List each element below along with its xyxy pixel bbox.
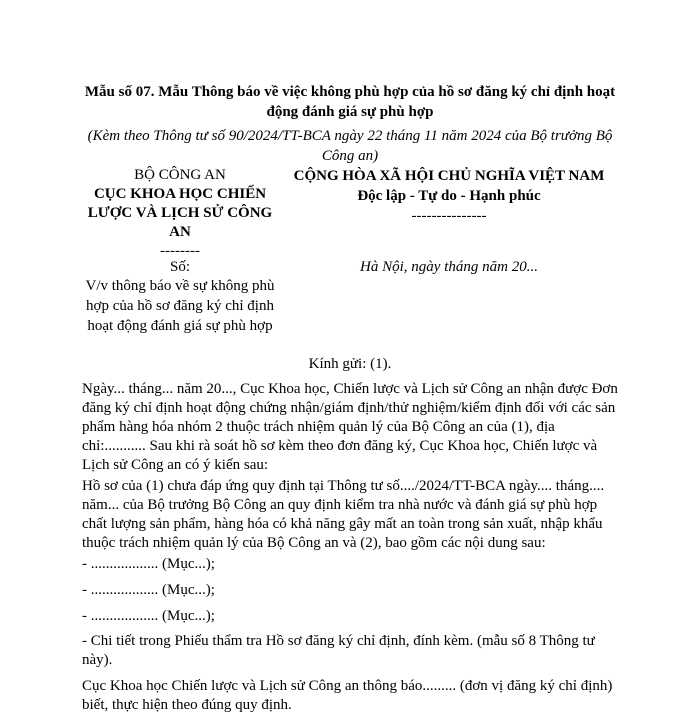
ministry-name: BỘ CÔNG AN	[134, 167, 226, 183]
recipient-line: Kính gửi: (1).	[308, 356, 392, 372]
right-divider: ---------------	[411, 208, 487, 224]
body-paragraph-2: Hồ sơ của (1) chưa đáp ứng quy định tại Thông tư số..../2024/TT-BCA ngày.... tháng.... năm... của Bộ trưởng Bộ Công an quy định kiểm tra nhà nước và đánh giá sự phù hợp chất lượng sản phẩm, hàng hóa có khả năng gây mất an toàn trong sản xuất, nhập khẩu thuộc trách nhiệm quản lý của Bộ Công an và (2), bao gồm các nội dung sau:	[82, 478, 605, 551]
subject-line: V/v thông báo về sự không phù hợp của hồ sơ đăng ký chỉ định hoạt động đánh giá sự phù hợp	[85, 278, 275, 334]
body-paragraph-4: Cục Khoa học Chiến lược và Lịch sử Công an thông báo......... (đơn vị đăng ký chỉ định) biết, thực hiện theo đúng quy định.	[82, 678, 613, 713]
body-paragraph-1: Ngày... tháng... năm 20..., Cục Khoa học, Chiến lược và Lịch sử Công an nhận được Đơn đăng ký chỉ định hoạt động chứng nhận/giám định/thử nghiệm/kiểm định đối với các sản phẩm hàng hóa nhóm 2 thuộc trách nhiệm quản lý của Bộ Công an của (1), địa chỉ:........... Sau khi rà soát hồ sơ kèm theo đơn đăng ký, Cục Khoa học, Chiến lược và Lịch sử Công an có ý kiến sau:	[82, 381, 618, 473]
document-title: Mẫu số 07. Mẫu Thông báo về việc không phù hợp của hồ sơ đăng ký chỉ định hoạt động đánh giá sự phù hợp	[84, 84, 616, 120]
department-name: CỤC KHOA HỌC CHIẾN LƯỢC VÀ LỊCH SỬ CÔNG AN	[87, 186, 273, 240]
left-divider: --------	[160, 243, 200, 259]
national-header-block	[284, 166, 614, 226]
date-line: Hà Nội, ngày tháng năm 20...	[360, 259, 538, 275]
issuing-agency-block	[79, 166, 281, 261]
document-subtitle: (Kèm theo Thông tư số 90/2024/TT-BCA ngày 22 tháng 11 năm 2024 của Bộ trưởng Bộ Công an)	[87, 128, 613, 164]
nation-name: CỘNG HÒA XÃ HỘI CHỦ NGHĨA VIỆT NAM	[293, 168, 605, 184]
document-number: Số:	[169, 259, 190, 275]
body-paragraph-3: - Chi tiết trong Phiếu thẩm tra Hồ sơ đăng ký chỉ định, đính kèm. (mẫu số 8 Thông tư này).	[82, 633, 595, 668]
national-motto: Độc lập - Tự do - Hạnh phúc	[357, 188, 541, 204]
list-item: - .................. (Mục...);	[82, 608, 215, 624]
list-item: - .................. (Mục...);	[82, 556, 215, 572]
list-item: - .................. (Mục...);	[82, 582, 215, 598]
